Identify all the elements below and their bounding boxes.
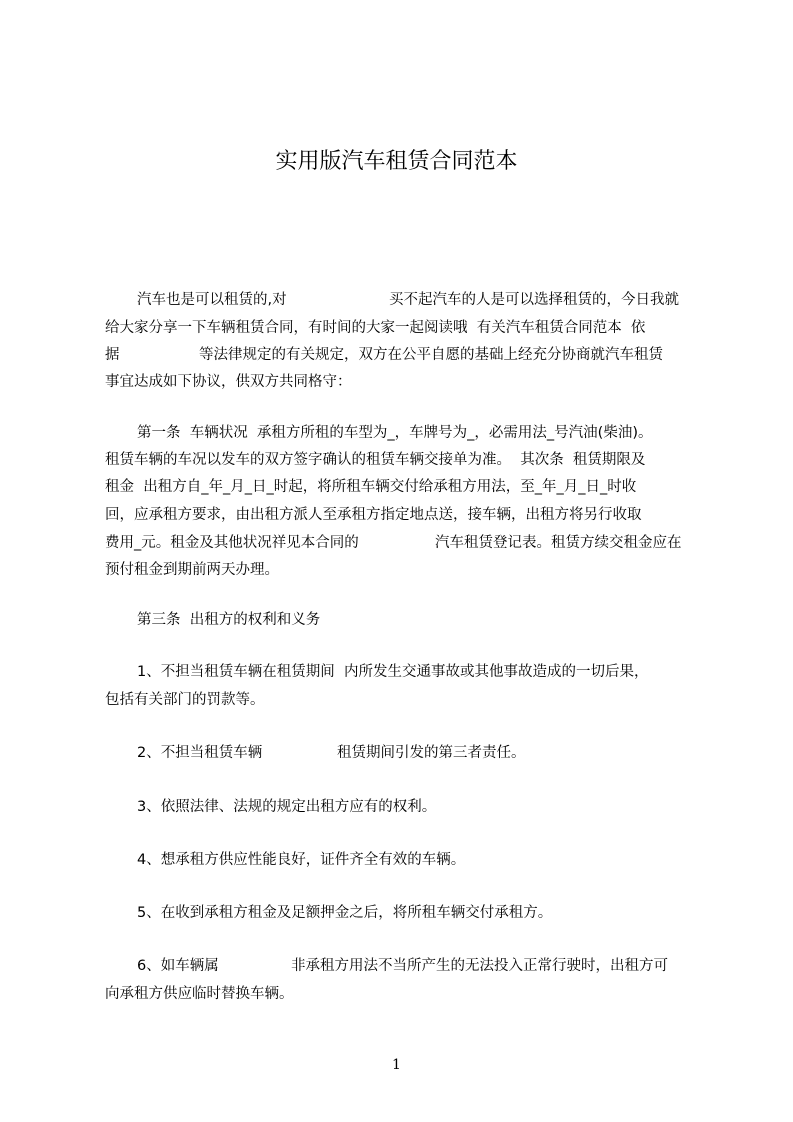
- article1-line-2: 租赁车辆的车况以发车的双方签字确认的租赁车辆交接单为准。 其次条 租赁期限及: [105, 452, 646, 468]
- document-title: 实用版汽车租赁合同范本: [275, 149, 518, 174]
- article1-line-4: 回，应承租方要求，由出租方派人至承租方指定地点送，接车辆，出租方将另行收取: [105, 507, 642, 523]
- article3-item-1a: 1、不担当租赁车辆在租赁期间 内所发生交通事故或其他事故造成的一切后果，: [137, 664, 649, 680]
- article3-item-6b: 非承租方用法不当所产生的无法投入正常行驶时，出租方可: [291, 958, 668, 974]
- article3-item-1b: 包括有关部门的罚款等。: [105, 692, 265, 708]
- article3-heading: 第三条 出租方的权利和义务: [137, 612, 321, 628]
- article3-item-6c: 向承租方供应临时替换车辆。: [105, 986, 294, 1002]
- article3-item-5: 5、在收到承租方租金及足额押金之后，将所租车辆交付承租方。: [137, 905, 553, 921]
- article1-line-3: 租金 出租方自_年_月_日_时起，将所租车辆交付给承租方用法，至_年_月_日_时收: [105, 479, 637, 495]
- article3-item-3: 3、依照法律、法规的规定出租方应有的权利。: [137, 799, 437, 815]
- article3-item-4: 4、想承租方供应性能良好，证件齐全有效的车辆。: [137, 852, 466, 868]
- intro-line-1b: 买不起汽车的人是可以选择租赁的，今日我就: [389, 292, 679, 308]
- intro-line-3a: 据: [105, 347, 120, 363]
- intro-line-1a: 汽车也是可以租赁的,对: [137, 292, 287, 308]
- article3-item-2b: 租赁期间引发的第三者责任。: [337, 745, 526, 761]
- intro-line-4: 事宜达成如下协议，供双方共同格守：: [105, 374, 352, 390]
- intro-line-3b: 等法律规定的有关规定，双方在公平自愿的基础上经充分协商就汽车租赁: [199, 347, 663, 363]
- intro-line-2: 给大家分享一下车辆租赁合同，有时间的大家一起阅读哦 有关汽车租赁合同范本 依: [105, 320, 646, 336]
- article3-item-6a: 6、如车辆属: [137, 958, 219, 974]
- article1-line-5a: 费用_元。租金及其他状况祥见本合同的: [105, 535, 359, 551]
- article1-line-5b: 汽车租赁登记表。租赁方续交租金应在: [435, 535, 682, 551]
- article1-line-6: 预付租金到期前两天办理。: [105, 562, 279, 578]
- page-number: 1: [392, 1057, 401, 1073]
- article3-item-2a: 2、不担当租赁车辆: [137, 745, 263, 761]
- article1-line-1: 第一条 车辆状况 承租方所租的车型为_，车牌号为_，必需用法_号汽油(柴油)。: [137, 425, 653, 441]
